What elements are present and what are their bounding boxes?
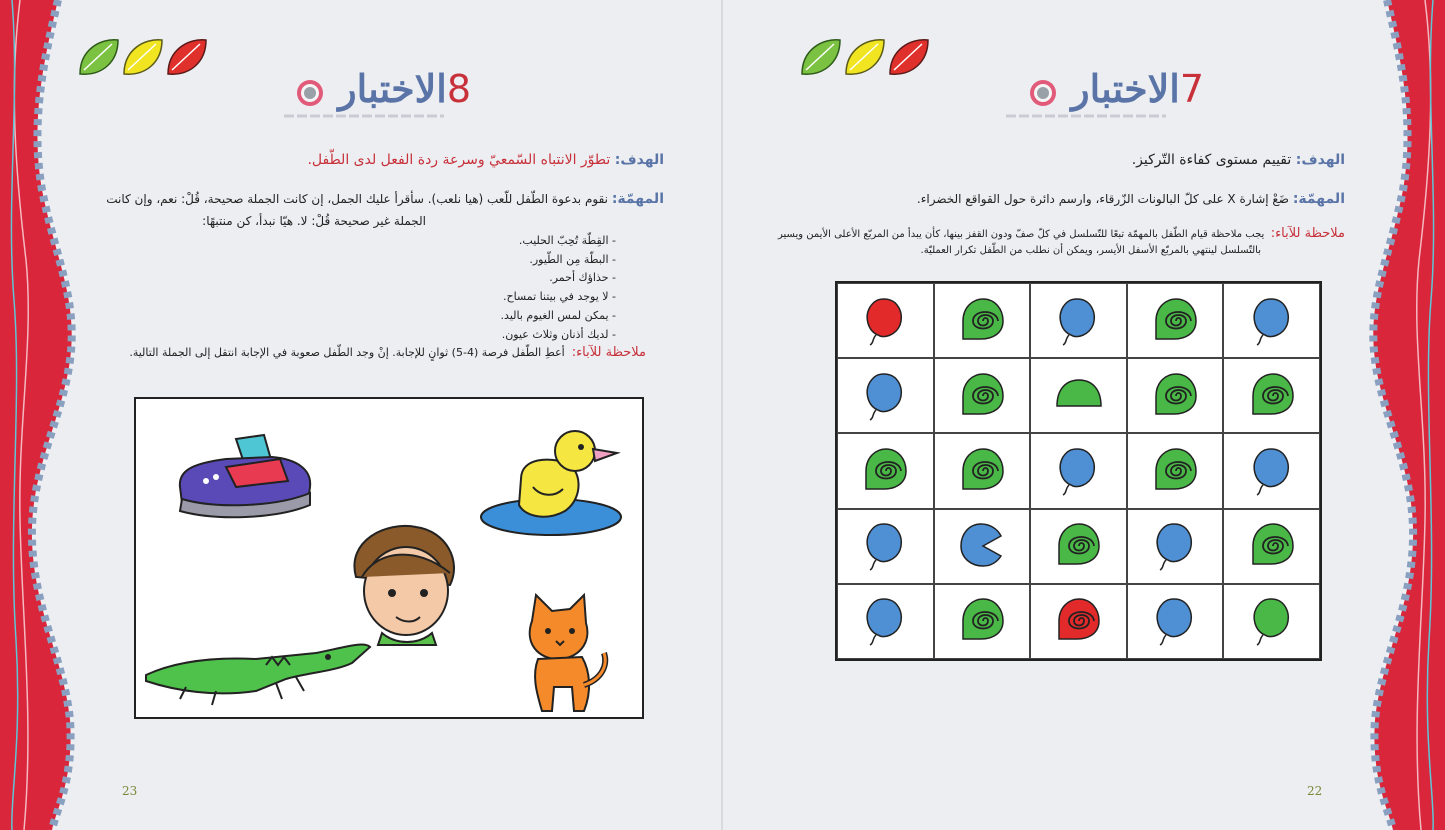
goal-line: الهدف: تقييم مستوى كفاءة التّركيز. (1131, 152, 1345, 168)
parents-note-line-2: بالتّسلسل لينتهي بالمربّع الأسفل الأيسر، ويمكن أن نطلب من الطّفل تكرار العمليّة. (920, 245, 1261, 256)
page-number: 23 (122, 784, 138, 798)
green-snail-icon (1247, 520, 1297, 572)
red-balloon-icon (860, 295, 910, 347)
blue-pacman-icon (957, 520, 1007, 572)
crocodile-icon (146, 645, 370, 705)
flower-icon (295, 78, 325, 108)
grid-cell[interactable] (934, 358, 1031, 433)
page-title: 8الاختبار (230, 66, 530, 111)
grid-cell[interactable] (1223, 358, 1320, 433)
grid-cell[interactable] (934, 433, 1031, 508)
title-underline (1006, 112, 1166, 120)
grid-cell[interactable] (1030, 283, 1127, 358)
green-snail-icon (1053, 520, 1103, 572)
green-snail-icon (1150, 445, 1200, 497)
blue-balloon-icon (1150, 520, 1200, 572)
shoe-icon (180, 435, 310, 517)
grid-cell[interactable] (1223, 584, 1320, 659)
grid-cell[interactable] (837, 283, 934, 358)
red-wavy-border-right (1335, 0, 1445, 830)
task-line-1: المهمّة: نقوم بدعوة الطّفل للّعب (هيا نلعب). سأقرأ عليك الجمل، إن كانت الجملة صحيحة، قُلْ: نعم، وإن كانت (106, 191, 664, 207)
cat-icon (530, 595, 605, 711)
difficulty-leaves (800, 36, 930, 80)
grid-cell[interactable] (1127, 433, 1224, 508)
green-leaf-icon (80, 40, 118, 74)
sentence-item: - يمكن لمس الغيوم باليد. (500, 309, 616, 322)
green-half-circle-icon (1053, 370, 1103, 422)
sentence-item: - البطّة مِن الطّيور. (529, 253, 616, 266)
grid-cell[interactable] (1030, 509, 1127, 584)
blue-balloon-icon (860, 595, 910, 647)
blue-balloon-icon (860, 520, 910, 572)
difficulty-leaves (78, 36, 208, 80)
grid-cell[interactable] (1030, 358, 1127, 433)
green-snail-icon (957, 370, 1007, 422)
grid-cell[interactable] (837, 584, 934, 659)
grid-cell[interactable] (1030, 433, 1127, 508)
boy-face-icon (354, 526, 454, 645)
goal-line: الهدف: تطوّر الانتباه السّمعيّ وسرعة ردة الفعل لدى الطّفل. (307, 152, 664, 168)
shape-grid (835, 281, 1322, 661)
grid-cell[interactable] (837, 358, 934, 433)
grid-cell[interactable] (1127, 283, 1224, 358)
blue-balloon-icon (1247, 445, 1297, 497)
grid-cell[interactable] (1223, 283, 1320, 358)
grid-cell[interactable] (837, 433, 934, 508)
green-balloon-icon (1247, 595, 1297, 647)
task-line: المهمّة: ضَعْ إشارة X على كلّ البالونات الزّرقاء، وارسم دائرة حول القواقع الخضراء. (916, 191, 1345, 207)
green-snail-icon (860, 445, 910, 497)
blue-balloon-icon (1247, 295, 1297, 347)
red-wavy-border-left (0, 0, 110, 830)
page-number: 22 (1307, 784, 1323, 798)
sentence-item: - لا يوجد في بيتنا تمساح. (502, 290, 616, 303)
flower-icon (1028, 78, 1058, 108)
green-snail-icon (1150, 370, 1200, 422)
page-title: 7الاختبار (963, 66, 1263, 111)
green-snail-icon (957, 295, 1007, 347)
grid-cell[interactable] (1030, 584, 1127, 659)
green-snail-icon (1247, 370, 1297, 422)
green-snail-icon (957, 445, 1007, 497)
blue-balloon-icon (1053, 295, 1103, 347)
sentence-item: - القِطّة تُحِبّ الحليب. (518, 234, 616, 247)
task-line-2: الجملة غير صحيحة قُلْ: لا. هيّا نبدأ، كن منتبهًا: (202, 214, 426, 228)
sentence-item: - حذاؤك أحمر. (549, 271, 616, 284)
grid-cell[interactable] (934, 584, 1031, 659)
grid-cell[interactable] (1127, 584, 1224, 659)
yellow-leaf-icon (846, 40, 884, 74)
green-leaf-icon (802, 40, 840, 74)
grid-cell[interactable] (934, 509, 1031, 584)
sentence-item: - لديك أذنان وثلاث عيون. (501, 328, 616, 341)
red-leaf-icon (890, 40, 928, 74)
green-snail-icon (957, 595, 1007, 647)
grid-cell[interactable] (1127, 358, 1224, 433)
left-page (0, 0, 722, 830)
red-leaf-icon (168, 40, 206, 74)
parents-note-line-1: ملاحظة للآباء: يجب ملاحظة قيام الطّفل بالمهمّة تبعًا للتّسلسل في كلّ صفّ ودون القفز بينها، كأن يبدأ من المربّع الأعلى الأيمن ويسير (778, 226, 1345, 241)
green-snail-icon (1150, 295, 1200, 347)
grid-cell[interactable] (837, 509, 934, 584)
title-underline (284, 112, 444, 120)
grid-cell[interactable] (1223, 509, 1320, 584)
yellow-leaf-icon (124, 40, 162, 74)
red-snail-icon (1053, 595, 1103, 647)
grid-cell[interactable] (1223, 433, 1320, 508)
illustration-box (134, 397, 644, 719)
grid-cell[interactable] (1127, 509, 1224, 584)
blue-balloon-icon (860, 370, 910, 422)
parents-note: ملاحظة للآباء: أعطِ الطّفل فرصة (4-5) ثوانٍ للإجابة. إنْ وجد الطّفل صعوبة في الإجابة انتقل إلى الجملة التالية. (129, 345, 646, 360)
blue-balloon-icon (1150, 595, 1200, 647)
duck-icon (481, 431, 621, 535)
blue-balloon-icon (1053, 445, 1103, 497)
grid-cell[interactable] (934, 283, 1031, 358)
